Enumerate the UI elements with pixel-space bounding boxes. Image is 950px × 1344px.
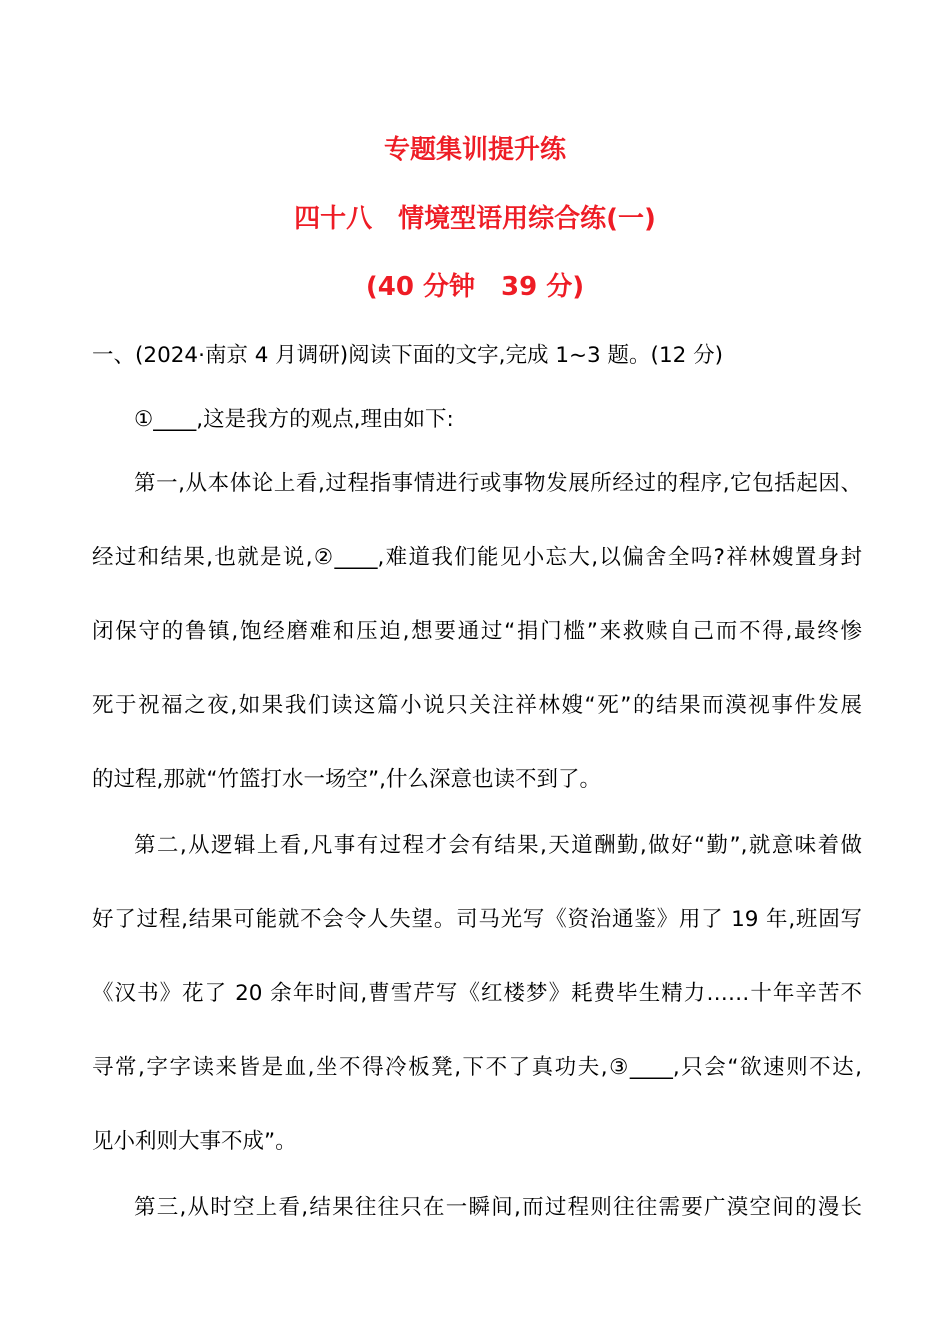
passage-line-2: 第一,从本体论上看,过程指事情进行或事物发展所经过的程序,它包括起因、 <box>134 471 862 496</box>
passage-line-1: ①____,这是我方的观点,理由如下: <box>134 407 454 432</box>
passage-line-7: 第二,从逻辑上看,凡事有过程才会有结果,天道酬勤,做好“勤”,就意味着做 <box>134 833 862 858</box>
passage-line-4: 闭保守的鲁镇,饱经磨难和压迫,想要通过“捐门槛”来救赎自己而不得,最终惨 <box>92 619 862 644</box>
passage-line-12: 第三,从时空上看,结果往往只在一瞬间,而过程则往往需要广漠空间的漫长 <box>134 1195 862 1220</box>
question-intro: 一、(2024·南京 4 月调研)阅读下面的文字,完成 1~3 题。(12 分) <box>92 343 724 368</box>
passage-line-11: 见小利则大事不成”。 <box>92 1129 297 1154</box>
time-and-score: (40 分钟 39 分) <box>365 272 585 302</box>
passage-line-5: 死于祝福之夜,如果我们读这篇小说只关注祥林嫂“死”的结果而漠视事件发展 <box>92 693 862 718</box>
passage-line-10: 寻常,字字读来皆是血,坐不得冷板凳,下不了真功夫,③____,只会“欲速则不达, <box>92 1055 862 1080</box>
document-title: 专题集训提升练 <box>383 135 566 165</box>
passage-line-8: 好了过程,结果可能就不会令人失望。司马光写《资治通鉴》用了 19 年,班固写 <box>92 907 862 932</box>
exercise-subtitle: 四十八 情境型语用综合练(一) <box>294 204 656 234</box>
passage-line-6: 的过程,那就“竹篮打水一场空”,什么深意也读不到了。 <box>92 767 601 792</box>
passage-line-9: 《汉书》花了 20 余年时间,曹雪芹写《红楼梦》耗费毕生精力……十年辛苦不 <box>92 981 862 1006</box>
passage-line-3: 经过和结果,也就是说,②____,难道我们能见小忘大,以偏舍全吗?祥林嫂置身封 <box>92 545 862 570</box>
